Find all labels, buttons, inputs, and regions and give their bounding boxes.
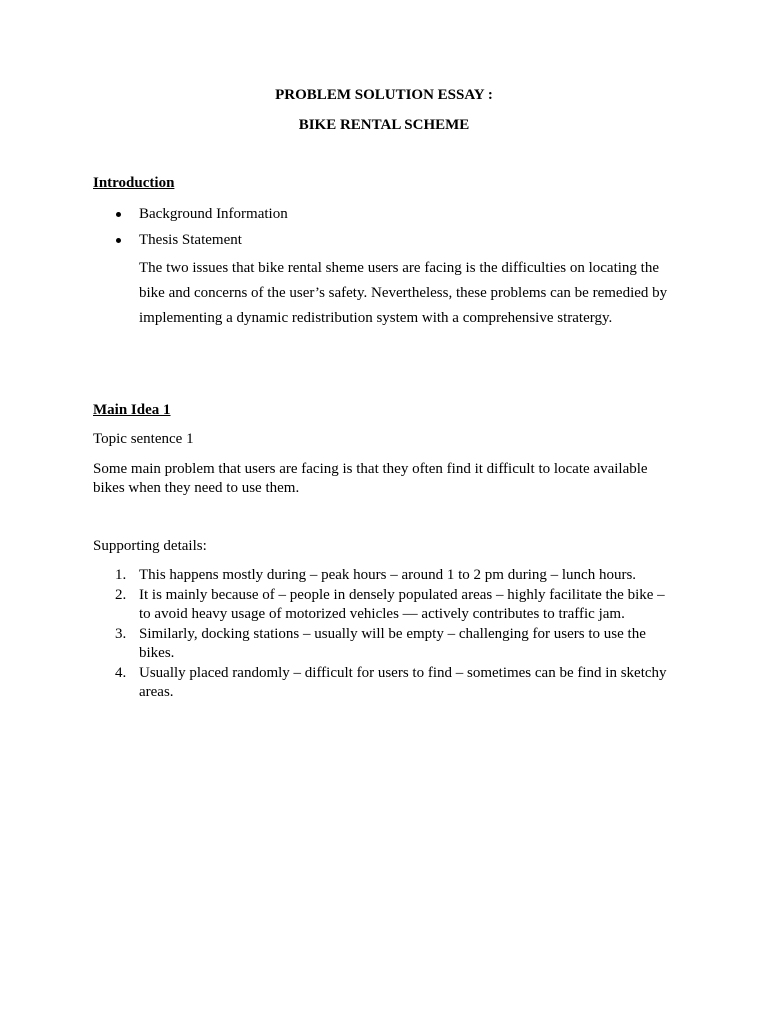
topic-sentence-text: Some main problem that users are facing is that they often find it difficult to locate available bikes when they need to use them. [93,461,648,496]
supporting-details-list [93,566,673,703]
thesis-statement-text: The two issues that bike rental sheme users are facing is the difficulties on locating the bike and concerns of the user’s safety. Nevertheless, these problems can be remedied by implementing a dynamic redistribution system with a comprehensive stratergy. [139,260,668,326]
bullet-icon [116,238,121,243]
bullet-icon [116,212,121,217]
list-item [93,566,673,586]
list-item-text: Usually placed randomly – difficult for users to find – sometimes can be find in sketchy areas. [139,664,667,700]
introduction-bullet-list [93,205,693,257]
supporting-details-label: Supporting details: [93,538,207,554]
list-item-text: This happens mostly during – peak hours – around 1 to 2 pm during – lunch hours. [139,567,637,583]
list-item [93,664,673,703]
list-item-text: Similarly, docking stations – usually will be empty – challenging for users to use the bikes. [139,625,646,661]
main-idea-heading: Main Idea 1 [93,402,171,418]
list-number: 1. [115,567,127,583]
list-item [93,586,673,625]
list-item-text: It is mainly because of – people in densely populated areas – highly facilitate the bike – to avoid heavy usage of motorized vehicles — actively contributes to traffic jam. [139,586,665,622]
bullet-text: Background Information [139,206,288,222]
list-item [93,205,693,231]
introduction-heading: Introduction [93,175,175,191]
list-number: 4. [115,664,127,681]
bullet-text: Thesis Statement [139,232,242,248]
list-number: 2. [115,586,127,603]
essay-subtitle: BIKE RENTAL SCHEME [298,117,470,133]
list-item [93,625,673,664]
list-number: 3. [115,625,127,642]
list-item [93,231,693,257]
topic-sentence-label: Topic sentence 1 [93,431,194,447]
essay-title: PROBLEM SOLUTION ESSAY : [275,87,493,103]
